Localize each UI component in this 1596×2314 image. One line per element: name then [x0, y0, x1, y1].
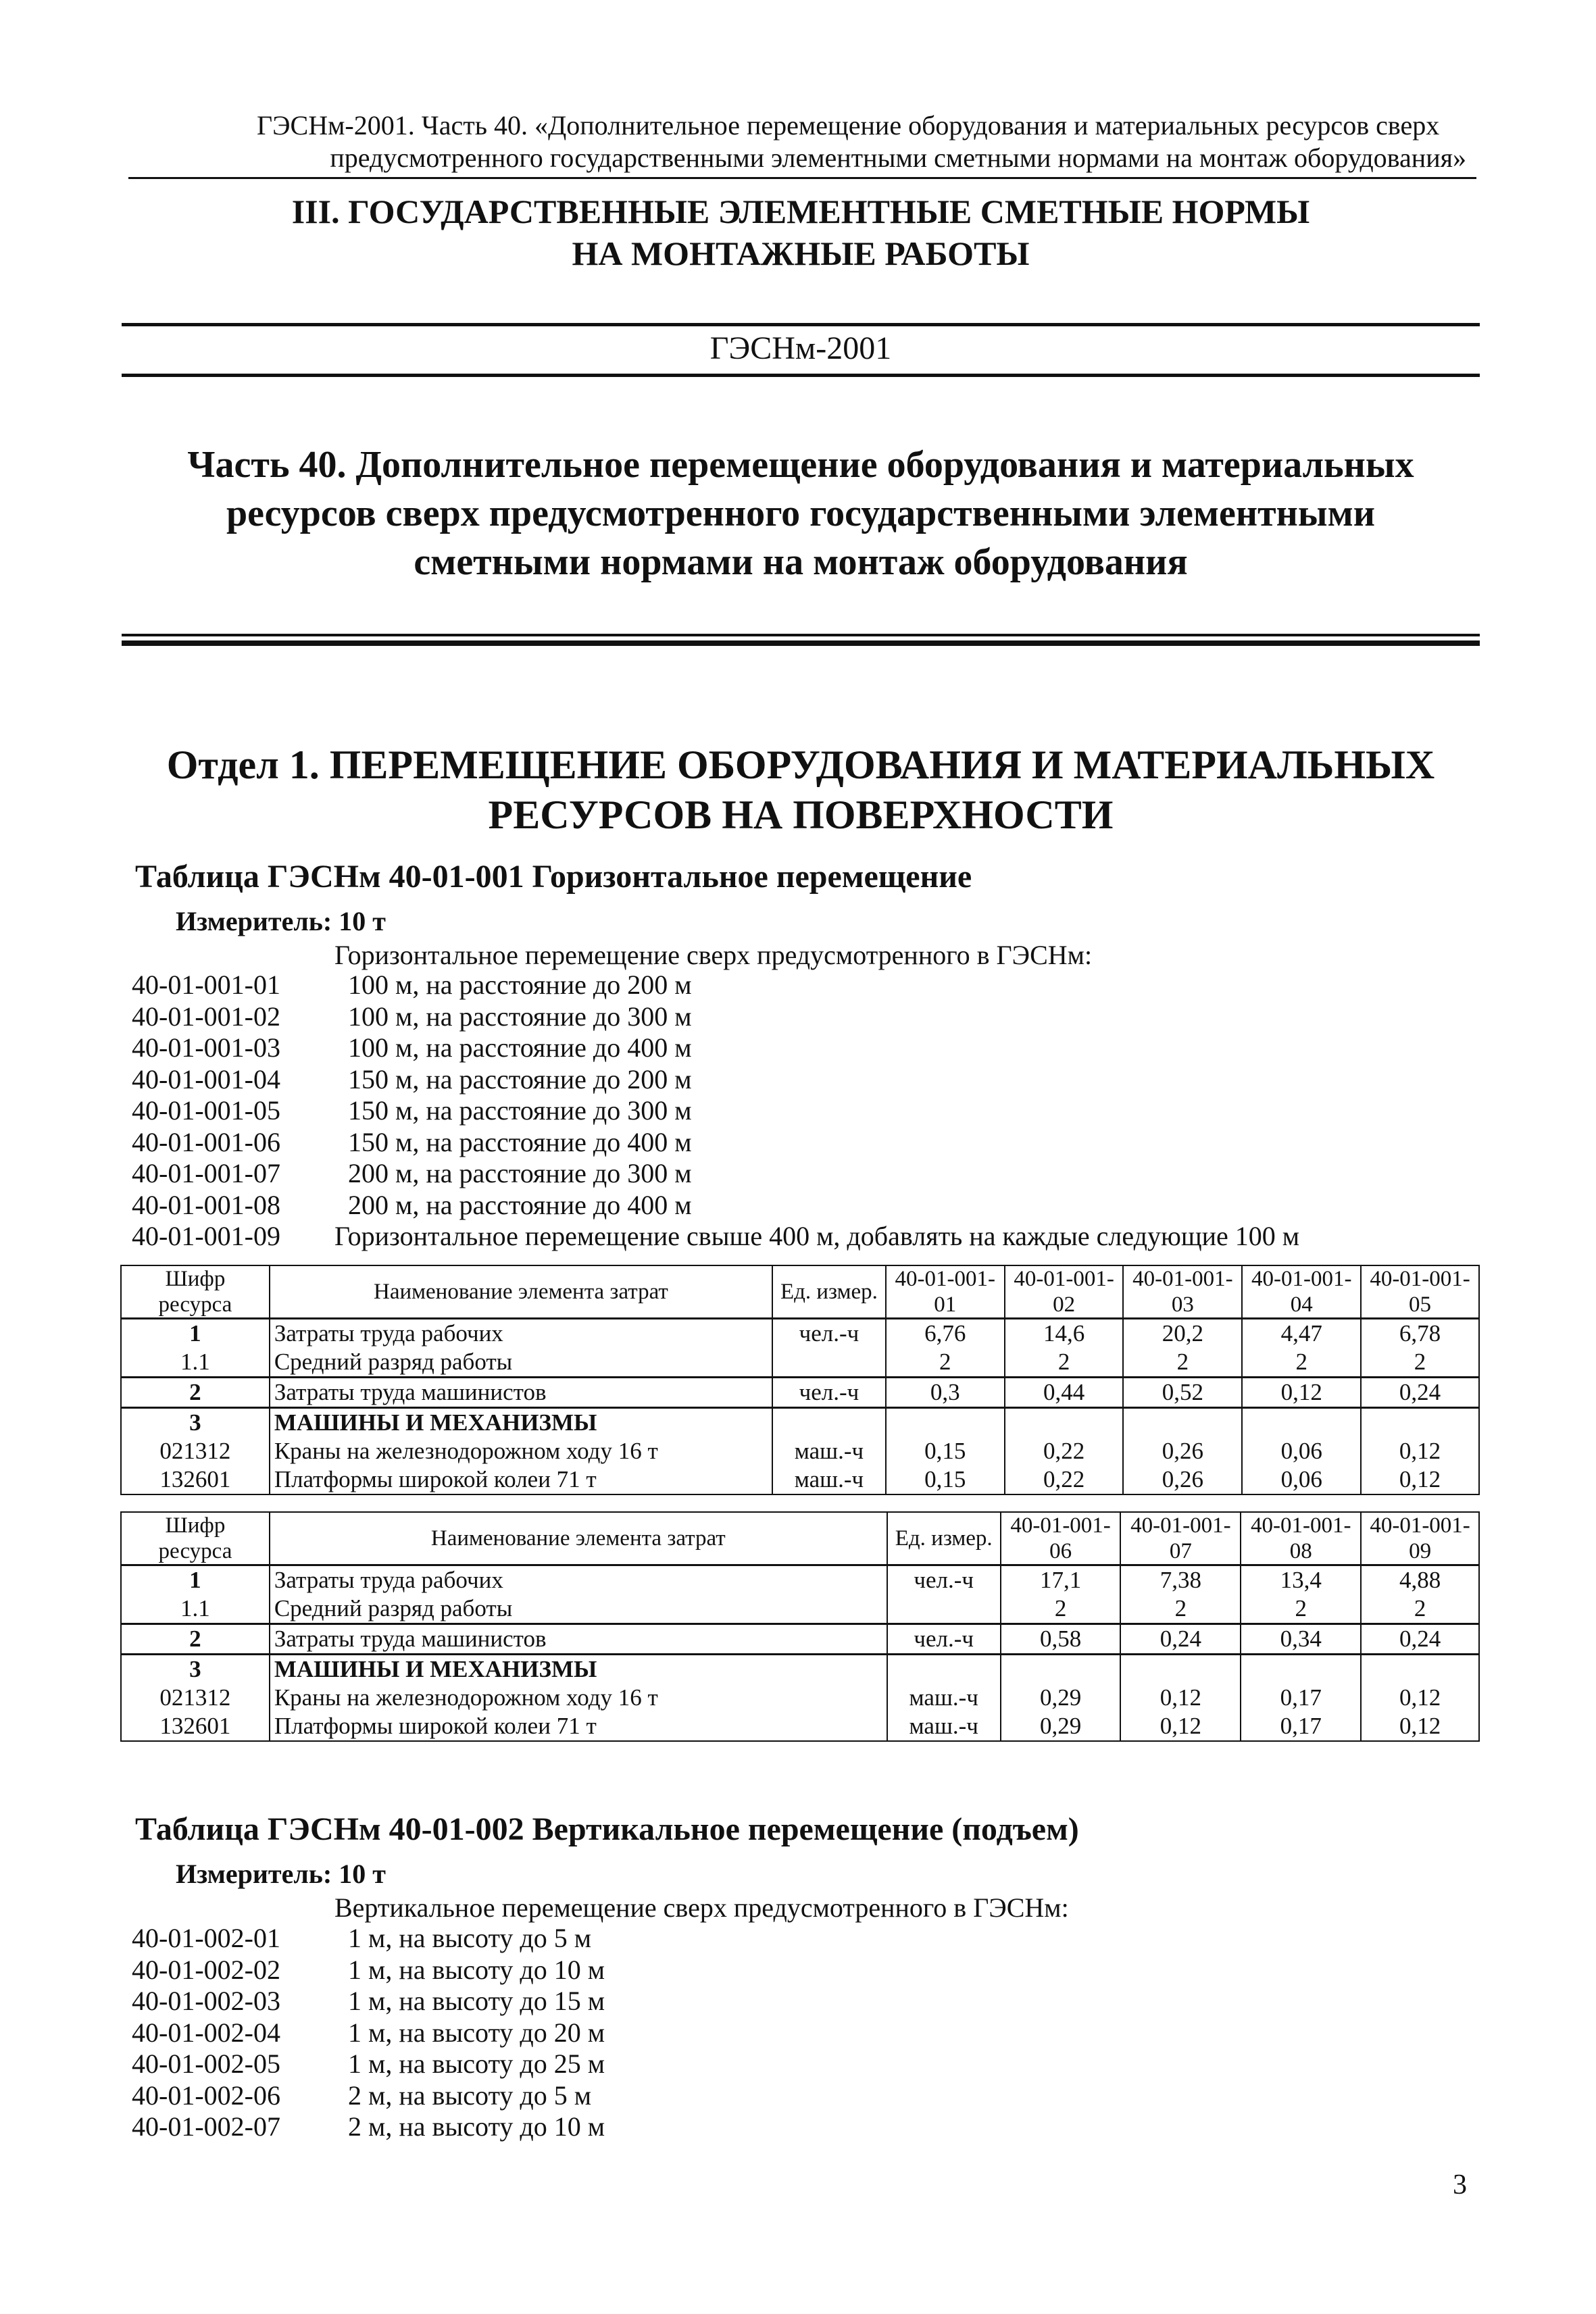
cell-value: 0,24 — [1120, 1624, 1241, 1655]
cell-unit — [772, 1348, 886, 1378]
table-row — [121, 1624, 1479, 1655]
item-code: 40-01-002-05 — [132, 2048, 280, 2079]
cell-value: 6,76 — [886, 1319, 1005, 1349]
cell-unit: маш.-ч — [887, 1684, 1001, 1712]
cell-name: Затраты труда рабочих — [270, 1565, 887, 1595]
header-col: 40-01-001-08 — [1241, 1512, 1361, 1565]
table-row — [121, 1319, 1479, 1349]
cell-value: 4,88 — [1361, 1565, 1479, 1595]
header-col: 40-01-001-04 — [1242, 1265, 1361, 1319]
cell-value: 0,29 — [1001, 1684, 1121, 1712]
item-code: 40-01-002-07 — [132, 2111, 280, 2142]
cell-value: 0,15 — [886, 1465, 1005, 1494]
list-item — [132, 1032, 1299, 1064]
item-code: 40-01-001-04 — [132, 1063, 280, 1095]
table2-code-list — [132, 1923, 605, 2143]
section-heading-line1: III. ГОСУДАРСТВЕННЫЕ ЭЛЕМЕНТНЫЕ СМЕТНЫЕ НОРМЫ — [291, 193, 1310, 230]
header-code: Шифр ресурса — [121, 1512, 270, 1565]
cell-value: 17,1 — [1001, 1565, 1121, 1595]
cell-value: 2 — [1120, 1594, 1241, 1624]
cell-value: 0,29 — [1001, 1712, 1121, 1741]
cell-unit: чел.-ч — [887, 1624, 1001, 1655]
item-text: 2 м, на высоту до 5 м — [348, 2080, 592, 2111]
item-text: 200 м, на расстояние до 300 м — [348, 1158, 692, 1188]
item-text: Горизонтальное перемещение свыше 400 м, добавлять на каждые следующие 100 м — [334, 1221, 1300, 1251]
item-text: 1 м, на высоту до 10 м — [348, 1954, 605, 1985]
cell-unit — [772, 1408, 886, 1438]
header-code: Шифр ресурса — [121, 1265, 270, 1319]
list-item — [132, 1923, 605, 1955]
item-text: 2 м, на высоту до 10 м — [348, 2111, 605, 2142]
cell-value: 0,22 — [1005, 1465, 1124, 1494]
header-col: 40-01-001-07 — [1120, 1512, 1241, 1565]
item-text: 100 м, на расстояние до 400 м — [348, 1032, 692, 1063]
cell-value: 0,12 — [1120, 1684, 1241, 1712]
item-code: 40-01-001-05 — [132, 1095, 280, 1126]
cell-code: 1 — [121, 1565, 270, 1595]
cell-unit: чел.-ч — [772, 1378, 886, 1408]
item-text: 100 м, на расстояние до 300 м — [348, 1001, 692, 1032]
item-code: 40-01-001-02 — [132, 1001, 280, 1032]
list-item — [132, 1986, 605, 2017]
cell-value: 0,58 — [1001, 1624, 1121, 1655]
part-heading-line1: Часть 40. Дополнительное перемещение оборудования и материальных — [187, 444, 1414, 486]
cell-value: 2 — [1123, 1348, 1242, 1378]
rule-top-code — [122, 323, 1480, 326]
double-rule-1 — [122, 634, 1480, 636]
cell-value: 0,26 — [1123, 1437, 1242, 1465]
cell-value: 2 — [1361, 1594, 1479, 1624]
cell-value — [1005, 1408, 1124, 1438]
header-col: 40-01-001-09 — [1361, 1512, 1479, 1565]
cell-code: 2 — [121, 1624, 270, 1655]
cell-unit: чел.-ч — [772, 1319, 886, 1349]
cell-name: Затраты труда машинистов — [270, 1378, 772, 1408]
cell-value: 0,22 — [1005, 1437, 1124, 1465]
cell-unit — [887, 1655, 1001, 1684]
cell-value: 0,12 — [1361, 1684, 1479, 1712]
running-header-line2: предусмотренного государственными элементными сметными нормами на монтаж оборудования» — [330, 143, 1466, 173]
cell-value: 2 — [1005, 1348, 1124, 1378]
norm-table-b — [120, 1511, 1480, 1742]
table1-intro: Горизонтальное перемещение сверх предусмотренного в ГЭСНм: — [334, 940, 1093, 970]
cell-code: 1.1 — [121, 1594, 270, 1624]
double-rule-2 — [122, 640, 1480, 646]
table-row — [121, 1712, 1479, 1741]
item-code: 40-01-002-02 — [132, 1954, 280, 1985]
cell-name: Краны на железнодорожном ходу 16 т — [270, 1437, 772, 1465]
cell-value — [1120, 1655, 1241, 1684]
cell-unit: маш.-ч — [772, 1437, 886, 1465]
list-item — [132, 970, 1299, 1001]
cell-code: 1 — [121, 1319, 270, 1349]
cell-value: 2 — [1001, 1594, 1121, 1624]
cell-value: 4,47 — [1242, 1319, 1361, 1349]
cell-value — [1241, 1655, 1361, 1684]
item-text: 150 м, на расстояние до 200 м — [348, 1063, 692, 1095]
running-header-line1: ГЭСНм-2001. Часть 40. «Дополнительное перемещение оборудования и материальных ресурсов сверх — [257, 110, 1440, 141]
rule-bottom-code — [122, 374, 1480, 377]
cell-unit: маш.-ч — [887, 1712, 1001, 1741]
section-heading — [122, 191, 1480, 274]
header-col: 40-01-001-03 — [1123, 1265, 1242, 1319]
list-item — [132, 2048, 605, 2080]
item-code: 40-01-002-01 — [132, 1923, 280, 1953]
list-item — [132, 1955, 605, 1986]
table-row — [121, 1594, 1479, 1624]
item-code: 40-01-001-01 — [132, 970, 280, 1000]
cell-value — [1001, 1655, 1121, 1684]
item-code: 40-01-002-06 — [132, 2080, 280, 2111]
cell-value: 13,4 — [1241, 1565, 1361, 1595]
cell-code: 132601 — [121, 1465, 270, 1494]
cell-value: 0,24 — [1361, 1378, 1479, 1408]
section-heading-line2: НА МОНТАЖНЫЕ РАБОТЫ — [572, 234, 1030, 272]
list-item — [132, 1001, 1299, 1033]
list-item — [132, 1221, 1299, 1253]
cell-name: МАШИНЫ И МЕХАНИЗМЫ — [270, 1655, 887, 1684]
collection-code: ГЭСНм-2001 — [709, 330, 892, 366]
header-col: 40-01-001-02 — [1005, 1265, 1124, 1319]
cell-name: Затраты труда рабочих — [270, 1319, 772, 1349]
part-heading-line2: ресурсов сверх предусмотренного государственными элементными — [226, 493, 1375, 534]
item-code: 40-01-001-09 — [132, 1221, 280, 1251]
table-header-row — [121, 1265, 1479, 1319]
cell-name: МАШИНЫ И МЕХАНИЗМЫ — [270, 1408, 772, 1438]
header-col: 40-01-001-01 — [886, 1265, 1005, 1319]
part-heading — [122, 441, 1480, 586]
table-row — [121, 1378, 1479, 1408]
item-code: 40-01-002-03 — [132, 1986, 280, 2016]
cell-value: 0,34 — [1241, 1624, 1361, 1655]
cell-value: 2 — [1361, 1348, 1479, 1378]
cell-value: 0,44 — [1005, 1378, 1124, 1408]
cell-unit: чел.-ч — [887, 1565, 1001, 1595]
cell-value: 0,12 — [1120, 1712, 1241, 1741]
cell-value: 0,3 — [886, 1378, 1005, 1408]
list-item — [132, 1095, 1299, 1127]
cell-value — [1361, 1408, 1479, 1438]
list-item — [132, 1158, 1299, 1190]
cell-value: 2 — [1242, 1348, 1361, 1378]
cell-value — [1123, 1408, 1242, 1438]
table-row — [121, 1565, 1479, 1595]
cell-name: Затраты труда машинистов — [270, 1624, 887, 1655]
cell-value — [1361, 1655, 1479, 1684]
cell-value: 0,17 — [1241, 1712, 1361, 1741]
department-heading-line2: РЕСУРСОВ НА ПОВЕРХНОСТИ — [488, 793, 1114, 837]
item-text: 150 м, на расстояние до 400 м — [348, 1126, 692, 1157]
cell-value: 0,15 — [886, 1437, 1005, 1465]
table2-measure: Измеритель: 10 т — [176, 1859, 386, 1889]
header-name: Наименование элемента затрат — [270, 1512, 887, 1565]
header-rule — [128, 177, 1476, 179]
cell-value — [886, 1408, 1005, 1438]
cell-value: 2 — [1241, 1594, 1361, 1624]
table-header-row — [121, 1512, 1479, 1565]
part-heading-line3: сметными нормами на монтаж оборудования — [414, 541, 1188, 583]
cell-value: 7,38 — [1120, 1565, 1241, 1595]
table2-title: Таблица ГЭСНм 40-01-002 Вертикальное перемещение (подъем) — [135, 1811, 1079, 1847]
cell-name: Платформы широкой колеи 71 т — [270, 1712, 887, 1741]
list-item — [132, 1064, 1299, 1096]
header-name: Наименование элемента затрат — [270, 1265, 772, 1319]
cell-code: 1.1 — [121, 1348, 270, 1378]
cell-value: 0,06 — [1242, 1437, 1361, 1465]
cell-code: 021312 — [121, 1437, 270, 1465]
item-text: 100 м, на расстояние до 200 м — [348, 970, 692, 1000]
list-item — [132, 1190, 1299, 1222]
cell-unit — [887, 1594, 1001, 1624]
running-header — [122, 109, 1466, 174]
item-code: 40-01-001-03 — [132, 1032, 280, 1063]
cell-value: 0,12 — [1361, 1465, 1479, 1494]
item-text: 1 м, на высоту до 25 м — [348, 2048, 605, 2079]
cell-value: 14,6 — [1005, 1319, 1124, 1349]
table-row — [121, 1437, 1479, 1465]
item-code: 40-01-002-04 — [132, 2017, 280, 2048]
list-item — [132, 2080, 605, 2112]
item-text: 1 м, на высоту до 5 м — [348, 1923, 592, 1953]
cell-value: 0,17 — [1241, 1684, 1361, 1712]
item-text: 1 м, на высоту до 20 м — [348, 2017, 605, 2048]
cell-value: 0,52 — [1123, 1378, 1242, 1408]
table1-measure: Измеритель: 10 т — [176, 906, 386, 936]
cell-value: 0,26 — [1123, 1465, 1242, 1494]
cell-value — [1242, 1408, 1361, 1438]
item-code: 40-01-001-07 — [132, 1158, 280, 1188]
cell-value: 0,12 — [1242, 1378, 1361, 1408]
header-col: 40-01-001-05 — [1361, 1265, 1479, 1319]
table1-code-list — [132, 970, 1299, 1253]
header-col: 40-01-001-06 — [1001, 1512, 1121, 1565]
cell-code: 2 — [121, 1378, 270, 1408]
item-code: 40-01-001-08 — [132, 1189, 280, 1220]
table-row — [121, 1684, 1479, 1712]
cell-value: 2 — [886, 1348, 1005, 1378]
cell-code: 3 — [121, 1408, 270, 1438]
cell-code: 3 — [121, 1655, 270, 1684]
table-row — [121, 1655, 1479, 1684]
cell-value: 0,12 — [1361, 1437, 1479, 1465]
cell-code: 132601 — [121, 1712, 270, 1741]
table1-title: Таблица ГЭСНм 40-01-001 Горизонтальное перемещение — [135, 859, 972, 895]
table-row — [121, 1465, 1479, 1494]
norm-table-a — [120, 1265, 1480, 1495]
header-unit: Ед. измер. — [772, 1265, 886, 1319]
cell-unit: маш.-ч — [772, 1465, 886, 1494]
list-item — [132, 2017, 605, 2049]
item-text: 150 м, на расстояние до 300 м — [348, 1095, 692, 1126]
page-number: 3 — [1453, 2169, 1467, 2200]
item-text: 200 м, на расстояние до 400 м — [348, 1189, 692, 1220]
item-text: 1 м, на высоту до 15 м — [348, 1986, 605, 2016]
table-row — [121, 1408, 1479, 1438]
cell-name: Средний разряд работы — [270, 1594, 887, 1624]
cell-name: Платформы широкой колеи 71 т — [270, 1465, 772, 1494]
cell-code: 021312 — [121, 1684, 270, 1712]
department-heading-line1: Отдел 1. ПЕРЕМЕЩЕНИЕ ОБОРУДОВАНИЯ И МАТЕРИАЛЬНЫХ — [166, 743, 1435, 787]
header-unit: Ед. измер. — [887, 1512, 1001, 1565]
list-item — [132, 1127, 1299, 1159]
cell-value: 6,78 — [1361, 1319, 1479, 1349]
cell-name: Краны на железнодорожном ходу 16 т — [270, 1684, 887, 1712]
table-row — [121, 1348, 1479, 1378]
cell-value: 0,12 — [1361, 1712, 1479, 1741]
list-item — [132, 2111, 605, 2143]
cell-value: 0,06 — [1242, 1465, 1361, 1494]
cell-name: Средний разряд работы — [270, 1348, 772, 1378]
cell-value: 20,2 — [1123, 1319, 1242, 1349]
table2-intro: Вертикальное перемещение сверх предусмотренного в ГЭСНм: — [334, 1892, 1069, 1923]
item-code: 40-01-001-06 — [132, 1126, 280, 1157]
department-heading — [122, 740, 1480, 840]
cell-value: 0,24 — [1361, 1624, 1479, 1655]
